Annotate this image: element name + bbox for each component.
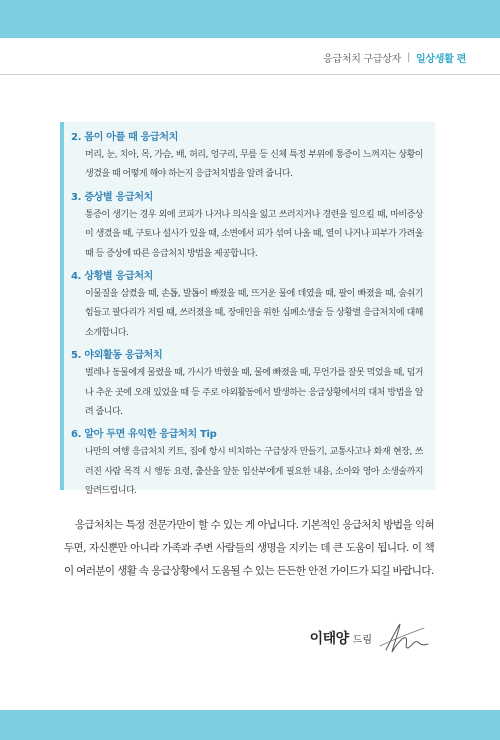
section-title: 일상생활 편 [416,54,466,65]
toc-section-title: 5. 야외활동 응급처치 [71,350,163,362]
header-divider [0,74,500,75]
toc-section-title: 4. 상황별 응급처치 [71,271,154,283]
author-name: 이태양 [309,631,349,647]
toc-section-description: 나만의 여행 응급처치 키트, 집에 항시 비치하는 구급상자 만들기, 교통사고나 화재 현장, 쓰러진 사람 목격 시 행동 요령, 출산을 앞둔 임산부에게 필요한 내용, 소아와 영아 소생술까지 알려드립니다. [85,447,423,497]
toc-section-description: 통증이 생기는 경우 외에 코피가 나거나 의식을 잃고 쓰러지거나 경련을 일으킬 때, 마비증상이 생겼을 때, 구토나 설사가 있을 때, 소변에서 피가 섞여 나올 때, 열이 나거나 피부가 가려울 때 등 증상에 따른 응급처치 방법을 제공합니다. [85,209,423,259]
running-header [323,50,466,65]
handwritten-signature-icon [378,620,430,656]
toc-section [71,349,423,422]
bottom-color-bar [0,710,500,740]
toc-section [71,191,423,264]
signature-block [310,620,430,656]
toc-section-title: 6. 알아 두면 유익한 응급처치 Tip [71,429,217,441]
book-title: 응급처치 구급상자 [323,54,401,65]
toc-section-description: 머리, 눈, 치아, 목, 가슴, 배, 허리, 엉구리, 무릎 등 신체 특정 부위에 통증이 느껴지는 상황이 생겼을 때 어떻게 해야 하는지 응급처치법을 알려 줍니다. [85,150,423,180]
toc-section-title: 3. 증상별 응급처치 [71,191,154,203]
author-suffix: 드림 [352,634,372,646]
toc-section [71,270,423,343]
closing-paragraph: 응급처치는 특정 전문가만이 할 수 있는 게 아닙니다. 기본적인 응급처치 방법을 익혀 두면, 자신뿐만 아니라 가족과 주변 사람들의 생명을 지키는 데 큰 도움이 됩니다. 이 책이 여러분이 생활 속 응급상황에서 도움될 수 있는 든든한 안전 가이드가 되길 바랍니다. [64,519,434,577]
top-color-bar [0,0,500,38]
contents-summary-box [60,122,435,497]
toc-section-title: 2. 몸이 아플 때 응급처치 [71,132,179,143]
toc-section [71,131,423,185]
toc-section-description: 벌레나 동물에게 물렸을 때, 가시가 박혔을 때, 물에 빠졌을 때, 무언가를 잘못 먹었을 때, 덥거나 추운 곳에 오래 있었을 때 등 주로 야외활동에서 발생하는 응급상황에서의 대처 방법을 알려 줍니다. [85,368,423,418]
toc-section-description: 이물질을 삼켰을 때, 손톱, 발톱이 빠졌을 때, 뜨거운 물에 데였을 때, 팔이 빠졌을 때, 숨쉬기 힘들고 팔다리가 저릴 때, 쓰러졌을 때, 장애인을 위한 심폐소생술 등 상황별 응급처치에 대해 소개합니다. [85,289,423,338]
toc-section [71,428,423,501]
header-separator: | [406,52,411,63]
